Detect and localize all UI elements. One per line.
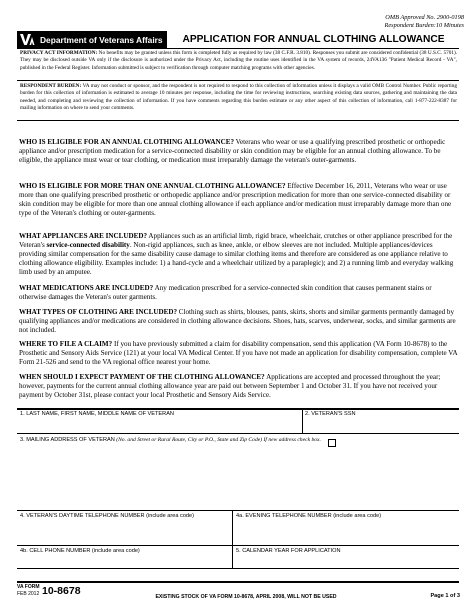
daytime-phone-field[interactable]: 4. VETERAN'S DAYTIME TELEPHONE NUMBER (include area code) [20, 513, 195, 519]
mailing-address-hint: (No. and Street or Rural Route, City or P.O., State and Zip Code) If new address check box. [114, 437, 321, 443]
mailing-address-label: 3. MAILING ADDRESS OF VETERAN [20, 437, 115, 443]
form-title: APPLICATION FOR ANNUAL CLOTHING ALLOWANCE [182, 34, 445, 45]
section-text: Appliances such as an artificial limb, rigid brace, wheelchair, crutches or other appliance prescribed for the Veteran's [19, 232, 453, 250]
section-heading: WHERE TO FILE A CLAIM? [19, 340, 113, 348]
section-heading: WHO IS ELIGIBLE FOR MORE THAN ONE ANNUAL CLOTHING ALLOWANCE? [19, 182, 286, 190]
section-clothing-types [19, 308, 459, 335]
department-name: Department of Veterans Affairs [40, 34, 163, 45]
section-emphasis: service-connected disability [46, 241, 130, 250]
privacy-act-text: No benefits may be granted unless this form is completed fully as required by law (38 C.F.R. 3.810). Responses you submit are considered confidential (38 U.S.C. 5701). They may be disclosed outside VA only if the disclosure is authorized under the Privacy Act, including the routine uses identified in the VA system of records, 24VA136 "Patient Medical Record - VA", published in the Federal Register. Information submitted is subject to verification through computer matching programs with other agencies. [20, 50, 457, 71]
table-bottom-border [17, 568, 459, 569]
footer-divider [17, 581, 459, 583]
section-where-to-file [19, 340, 459, 367]
footer-stock-note: EXISTING STOCK OF VA FORM 10-8678, APRIL 2008, WILL NOT BE USED [155, 594, 337, 600]
section-text: Any medication prescribed for a service-connected skin condition that causes permanent stains or otherwise damages the Veteran's outer garments. [19, 284, 432, 302]
divider [17, 120, 459, 121]
footer-va-form-label: VA FORM [17, 584, 40, 590]
mailing-address-field[interactable] [20, 437, 321, 444]
row-divider [17, 433, 459, 434]
column-divider [232, 511, 233, 568]
respondent-burden-time: Respondent Burden:10 Minutes [384, 22, 464, 29]
privacy-act-notice [20, 50, 457, 72]
section-eligible-annual [19, 138, 459, 165]
respondent-burden-heading: RESPONDENT BURDEN: [20, 83, 82, 89]
section-eligible-multiple [19, 182, 459, 218]
cell-phone-field[interactable]: 4b. CELL PHONE NUMBER (include area code) [20, 548, 140, 554]
table-top-border [17, 408, 459, 410]
evening-phone-field[interactable]: 4a. EVENING TELEPHONE NUMBER (include area code) [236, 513, 382, 519]
va-logo-icon [20, 33, 36, 47]
section-text: Applications are accepted and processed throughout the year; however, payments for the current annual clothing allowance year are paid out between September 1 and October 31. If you have not received your payment by October 31st, please contact your local Prosthetic and Sensory Aids Service. [19, 373, 441, 400]
footer-form-number: 10-8678 [42, 585, 81, 597]
section-text: . Non-rigid appliances, such as knee, ankle, or elbow sleeves are not included. Multiple appliances/devices providing similar compensation for the same disability cause damage to similar clothing items and therefore are considered as one appliance relative to clothing allowance eligibility. Examples include: 1) a hand-cycle and a wheelchair utilized by a paraplegic); and 2) a running limb and everyday walking limb used by an amputee. [19, 241, 454, 277]
veteran-ssn-field[interactable]: 2. VETERAN'S SSN [305, 411, 356, 417]
section-text: Effective December 16, 2011, Veterans who wear or use more than one qualifying prescribed prosthetic or orthopedic appliance and/or prescription medication for more than one service-connected disability or skin condition may be eligible for more than one annual clothing allowance if each appliance and/or medication must irreparably damage more than one type of the Veteran's clothing or outer-garments. [19, 182, 452, 218]
section-text: If you have previously submitted a claim for disability compensation, send this application (VA Form 10-8678) to the Prosthetic and Sensory Aids Service (121) at your local VA Medical Center. If you have not made an application for disability compensation, complete VA Form 21-526 and send to the VA regional office nearest your home. [19, 340, 458, 367]
veteran-name-field[interactable]: 1. LAST NAME, FIRST NAME, MIDDLE NAME OF VETERAN [20, 411, 174, 417]
section-heading: WHO IS ELIGIBLE FOR AN ANNUAL CLOTHING ALLOWANCE? [19, 138, 235, 146]
omb-info [330, 14, 464, 30]
divider [17, 80, 459, 81]
section-heading: WHEN SHOULD I EXPECT PAYMENT OF THE CLOTHING ALLOWANCE? [19, 373, 265, 381]
section-appliances [19, 232, 459, 277]
privacy-act-heading: PRIVACY ACT INFORMATION: [20, 50, 98, 56]
va-header-banner [17, 31, 167, 48]
divider [17, 48, 459, 49]
respondent-burden-text: VA may not conduct or sponsor, and the respondent is not required to respond to this collection of information unless it displays a valid OMB Control Number. Public reporting burden for this collection of information is estimated to average 10 minutes per response, including the time for reviewing instructions, searching existing data sources, gathering and maintaining the data needed, and completing and reviewing the collection of information. If you have comments regarding this burden estimate or any other aspect of this collection of information, call 1-877-222-8387 for mailing information on where to send your comments. [20, 83, 457, 111]
section-text: Veterans who wear or use a qualifying prescribed prosthetic or orthopedic appliance and/or prescription medication for a service-connected disability or skin condition may be eligible for an annual clothing allowance. To be eligible, the appliance must wear or tear clothing, or medication must irreparably damage the veteran's outer-garments. [19, 138, 446, 165]
footer-form-date: FEB 2012 [17, 591, 40, 597]
section-heading: WHAT MEDICATIONS ARE INCLUDED? [19, 284, 154, 292]
row-divider [17, 545, 459, 546]
calendar-year-field[interactable]: 5. CALENDAR YEAR FOR APPLICATION [236, 548, 341, 554]
section-heading: WHAT TYPES OF CLOTHING ARE INCLUDED? [19, 308, 177, 316]
section-heading: WHAT APPLIANCES ARE INCLUDED? [19, 232, 148, 240]
row-divider [17, 510, 459, 511]
respondent-burden-notice [20, 83, 457, 112]
section-text: Clothing such as shirts, blouses, pants, skirts, shorts and similar garments permantly damaged by qualifying appliances and/or medications are considered in clothing allowance decisions. Shoes, hats, scarves, underwear, socks, and similar garments are not included. [19, 308, 456, 335]
new-address-checkbox[interactable] [328, 439, 336, 447]
footer-page-number: Page 1 of 3 [430, 593, 460, 599]
column-divider [302, 409, 303, 433]
section-medications [19, 284, 459, 302]
section-payment [19, 373, 459, 400]
omb-number: OMB Approved No. 2900-0198 [385, 14, 464, 21]
